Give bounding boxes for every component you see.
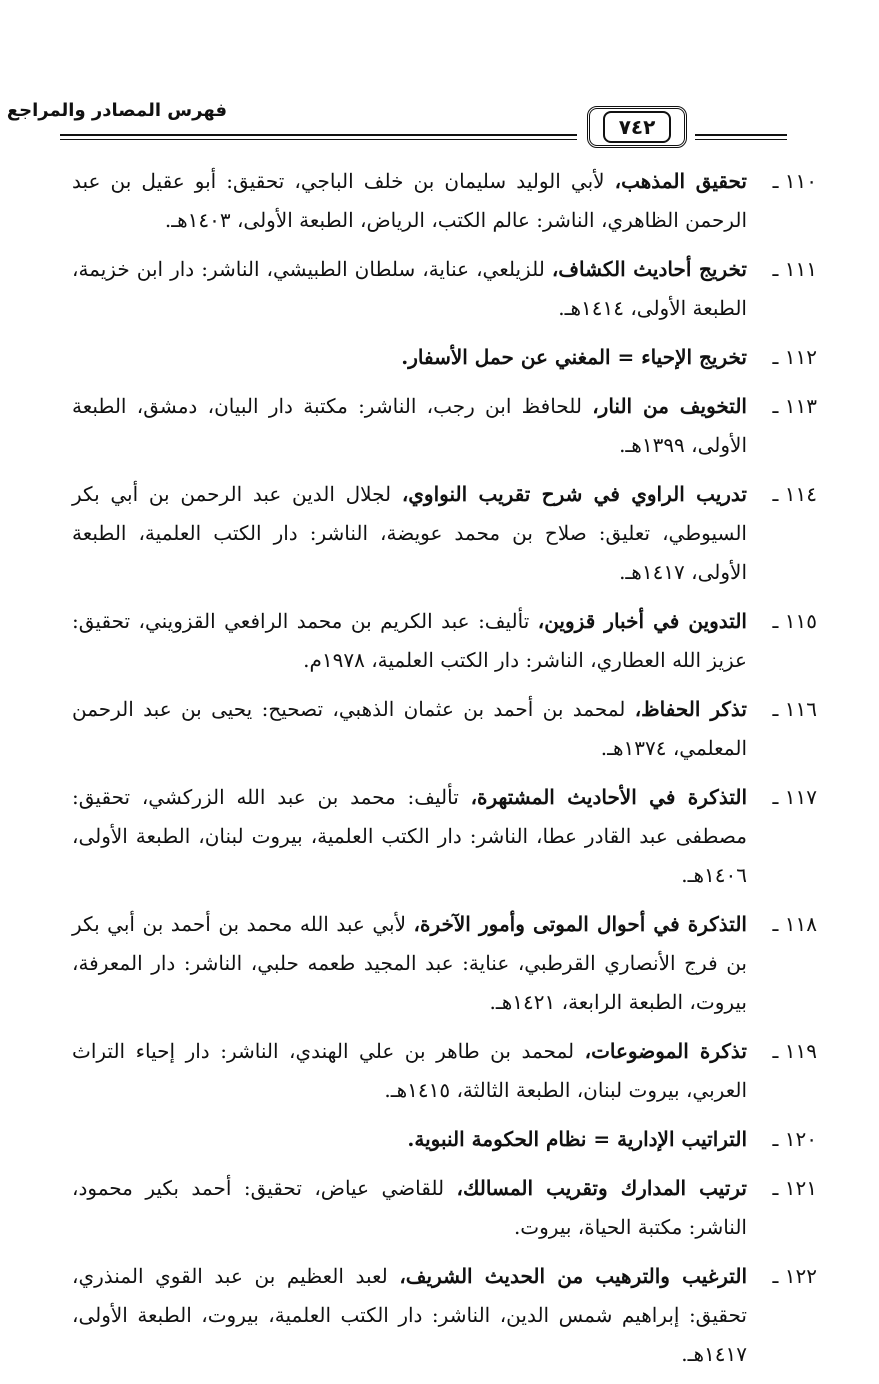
header-rule — [60, 134, 577, 136]
bibliography-entry — [72, 1257, 817, 1374]
entry-number: ١٢١ ـ — [772, 1176, 817, 1200]
entry-details: لمحمد بن طاهر بن علي الهندي، الناشر: دار إحياء التراث العربي، بيروت لبنان، الطبعة الثالثة، ١٤١٥هـ. — [72, 1039, 747, 1102]
entry-details: لمحمد بن أحمد بن عثمان الذهبي، تصحيح: يحيى بن عبد الرحمن المعلمي، ١٣٧٤هـ. — [72, 697, 747, 760]
bibliography-entry — [72, 690, 817, 768]
entry-details: تأليف: عبد الكريم بن محمد الرافعي القزويني، تحقيق: عزيز الله العطاري، الناشر: دار الكتب العلمية، ١٩٧٨م. — [72, 609, 747, 672]
header-rule — [60, 139, 577, 140]
entry-title: تحقيق المذهب، — [614, 169, 748, 193]
header-rule — [695, 134, 787, 136]
entry-title: التذكرة في الأحاديث المشتهرة، — [470, 785, 747, 809]
entry-title: التدوين في أخبار قزوين، — [537, 609, 747, 633]
bibliography-entry — [72, 475, 817, 592]
bibliography-entry — [72, 162, 817, 240]
entry-number: ١١٥ ـ — [772, 609, 817, 633]
bibliography-entry — [72, 338, 817, 377]
page-number: ٧٤٢ — [618, 115, 656, 139]
entry-details: لأبي الوليد سليمان بن خلف الباجي، تحقيق: أبو عقيل بن عبد الرحمن الظاهري، الناشر: عالم الكتب، الرياض، الطبعة الأولى، ١٤٠٣هـ. — [72, 169, 747, 232]
entry-details: للزيلعي، عناية، سلطان الطبيشي، الناشر: دار ابن خزيمة، الطبعة الأولى، ١٤١٤هـ. — [72, 257, 747, 320]
entry-title: ترتيب المدارك وتقريب المسالك، — [456, 1176, 747, 1200]
entry-number: ١١١ ـ — [772, 257, 817, 281]
bibliography-entry — [72, 1032, 817, 1110]
entry-details: للقاضي عياض، تحقيق: أحمد بكير محمود، الناشر: مكتبة الحياة، بيروت. — [72, 1176, 747, 1239]
bibliography-entry — [72, 602, 817, 680]
entry-number: ١١٣ ـ — [772, 394, 817, 418]
bibliography-entry — [72, 778, 817, 895]
entry-title: التذكرة في أحوال الموتى وأمور الآخرة، — [413, 912, 747, 936]
running-header — [6, 96, 787, 160]
entry-details: لأبي عبد الله محمد بن أحمد بن أبي بكر بن فرج الأنصاري القرطبي، عناية: عبد المجيد طعمه حلبي، الناشر: دار المعرفة، بيروت، الطبعة الرابعة، ١٤٢١هـ. — [72, 912, 747, 1014]
bibliography-entry — [72, 1169, 817, 1247]
entry-details: للحافظ ابن رجب، الناشر: مكتبة دار البيان، دمشق، الطبعة الأولى، ١٣٩٩هـ. — [72, 394, 747, 457]
bibliography-entry — [72, 250, 817, 328]
entry-details: لعبد العظيم بن عبد القوي المنذري، تحقيق: إبراهيم شمس الدين، الناشر: دار الكتب العلمية، بيروت، الطبعة الأولى، ١٤١٧هـ. — [72, 1264, 747, 1366]
bibliography-entry — [72, 387, 817, 465]
entry-title: التراتيب الإدارية = نظام الحكومة النبوية. — [407, 1127, 747, 1151]
entry-number: ١١٢ ـ — [772, 345, 817, 369]
entry-title: التخويف من النار، — [592, 394, 747, 418]
entry-number: ١١٠ ـ — [772, 169, 818, 193]
entry-number: ١٢٠ ـ — [772, 1127, 817, 1151]
entry-title: تذكر الحفاظ، — [634, 697, 747, 721]
entry-title: تخريج أحاديث الكشاف، — [551, 257, 747, 281]
bibliography-entry — [72, 1120, 817, 1159]
entry-title: تخريج الإحياء = المغني عن حمل الأسفار. — [401, 345, 747, 369]
entry-details: تأليف: محمد بن عبد الله الزركشي، تحقيق: مصطفى عبد القادر عطا، الناشر: دار الكتب العلمية، بيروت لبنان، الطبعة الأولى، ١٤٠٦هـ. — [72, 785, 747, 887]
entry-details: لجلال الدين عبد الرحمن بن أبي بكر السيوطي، تعليق: صلاح بن محمد عويضة، الناشر: دار الكتب العلمية، الطبعة الأولى، ١٤١٧هـ. — [72, 482, 747, 584]
entry-number: ١١٧ ـ — [772, 785, 817, 809]
header-title: فهرس المصادر والمراجع — [6, 100, 227, 121]
entry-number: ١١٨ ـ — [772, 912, 817, 936]
page-number-badge — [587, 106, 687, 148]
entry-number: ١١٩ ـ — [772, 1039, 817, 1063]
bibliography-list — [72, 162, 817, 1384]
header-rule — [695, 139, 787, 140]
entry-title: تذكرة الموضوعات، — [584, 1039, 747, 1063]
bibliography-entry — [72, 905, 817, 1022]
entry-number: ١١٦ ـ — [772, 697, 817, 721]
entry-number: ١٢٢ ـ — [772, 1264, 817, 1288]
entry-title: الترغيب والترهيب من الحديث الشريف، — [399, 1264, 747, 1288]
entry-title: تدريب الراوي في شرح تقريب النواوي، — [401, 482, 747, 506]
entry-number: ١١٤ ـ — [772, 482, 817, 506]
